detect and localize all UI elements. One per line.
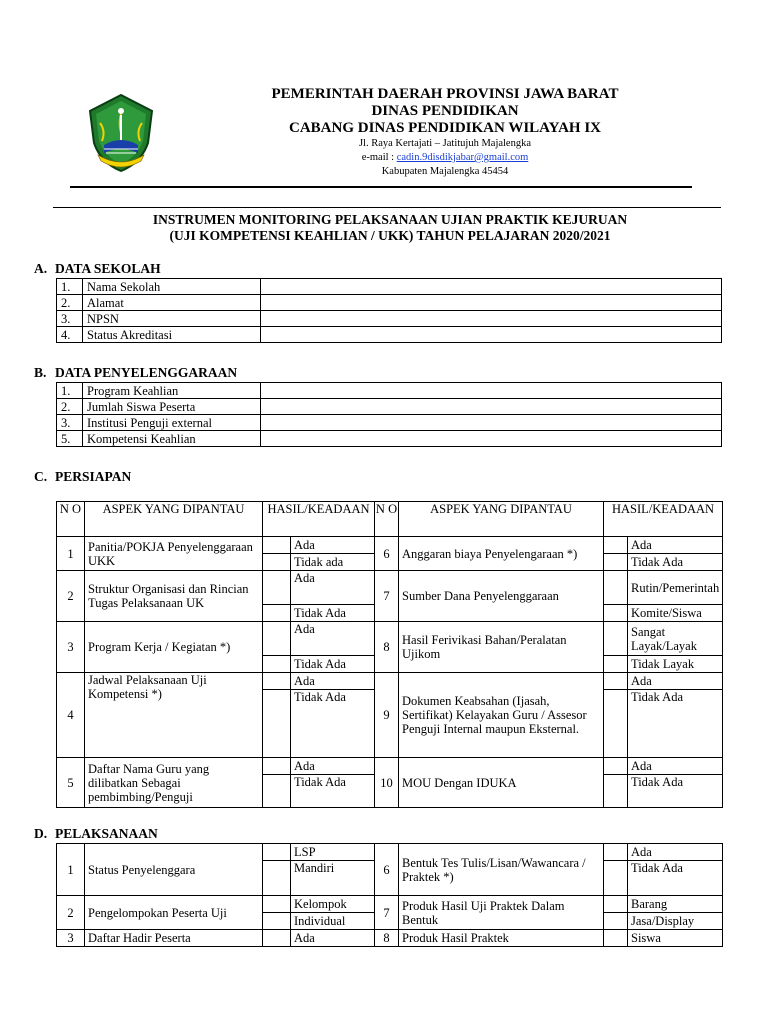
header-line-3: CABANG DINAS PENDIDIKAN WILAYAH IX — [288, 120, 601, 136]
table-row: 2. Jumlah Siswa Peserta — [57, 399, 722, 415]
check-cell[interactable] — [263, 775, 291, 808]
header-city: Kabupaten Majalengka 45454 — [381, 166, 509, 177]
header-email-line — [190, 151, 700, 165]
email-link[interactable]: cadin.9disdikjabar@gmail.com — [396, 152, 529, 163]
check-cell[interactable] — [263, 861, 291, 896]
section-b-table — [56, 382, 722, 447]
check-cell[interactable] — [263, 622, 291, 656]
table-row: Tidak Ada Tidak Ada — [57, 690, 723, 758]
table-row: 1. Nama Sekolah — [57, 279, 722, 295]
section-a-table — [56, 278, 722, 343]
table-header-row: N O ASPEK YANG DIPANTAU HASIL/KEADAAN N O ASPEK YANG DIPANTAU HASIL/KEADAAN — [57, 502, 723, 537]
check-cell[interactable] — [604, 930, 628, 947]
check-cell[interactable] — [263, 554, 291, 571]
check-cell[interactable] — [263, 913, 291, 930]
input-cell[interactable] — [261, 383, 722, 399]
table-row: Tidak Ada Tidak Layak — [57, 656, 723, 673]
input-cell[interactable] — [261, 279, 722, 295]
header-line-1: PEMERINTAH DAERAH PROVINSI JAWA BARAT — [271, 86, 619, 102]
check-cell[interactable] — [604, 775, 628, 808]
check-cell[interactable] — [604, 844, 628, 861]
logo-jawa-barat-emblem — [86, 93, 156, 173]
input-cell[interactable] — [261, 295, 722, 311]
check-cell[interactable] — [604, 537, 628, 554]
table-row: 1. Program Keahlian — [57, 383, 722, 399]
title-line-1: INSTRUMEN MONITORING PELAKSANAAN UJIAN PRAKTIK KEJURUAN — [152, 212, 628, 227]
table-row: 2 Struktur Organisasi dan Rincian Tugas Pelaksanaan UK Ada 7 Sumber Dana Penyelenggaraan Rutin/Pemerintah — [57, 571, 723, 605]
table-row: 1 Panitia/POKJA Penyelenggaraan UKK Ada 6 Anggaran biaya Penyelengaraan *) Ada — [57, 537, 723, 554]
table-row: 4 Jadwal Pelaksanaan Uji Kompetensi *) Ada 9 Dokumen Keabsahan (Ijasah, Sertifikat) Kelayakan Guru / Assesor Penguji Internal maupun Eksternal. Ada — [57, 673, 723, 690]
table-row: Mandiri Tidak Ada — [57, 861, 723, 896]
section-c-heading: C. PERSIAPAN — [34, 469, 132, 484]
table-row: 4. Status Akreditasi — [57, 327, 722, 343]
section-d-table — [56, 843, 723, 947]
email-label: e-mail : — [361, 152, 397, 163]
input-cell[interactable] — [261, 431, 722, 447]
input-cell[interactable] — [261, 415, 722, 431]
section-a-heading: A. DATA SEKOLAH — [34, 261, 161, 276]
table-row: 2 Pengelompokan Peserta Uji Kelompok 7 Produk Hasil Uji Praktek Dalam Bentuk Barang — [57, 896, 723, 913]
input-cell[interactable] — [261, 327, 722, 343]
check-cell[interactable] — [263, 605, 291, 622]
table-row: 3. Institusi Penguji external — [57, 415, 722, 431]
check-cell[interactable] — [263, 844, 291, 861]
check-cell[interactable] — [263, 690, 291, 758]
table-row: 5. Kompetensi Keahlian — [57, 431, 722, 447]
title-rule — [53, 207, 721, 208]
table-row: Tidak Ada Komite/Siswa — [57, 605, 723, 622]
check-cell[interactable] — [263, 656, 291, 673]
table-row: Tidak ada Tidak Ada — [57, 554, 723, 571]
check-cell[interactable] — [604, 622, 628, 656]
check-cell[interactable] — [604, 690, 628, 758]
header-line-2: DINAS PENDIDIKAN — [371, 103, 519, 119]
title-line-2: (UJI KOMPETENSI KEAHLIAN / UKK) TAHUN PELAJARAN 2020/2021 — [169, 228, 611, 243]
check-cell[interactable] — [263, 930, 291, 947]
check-cell[interactable] — [604, 896, 628, 913]
check-cell[interactable] — [604, 571, 628, 605]
table-row: 3 Program Kerja / Kegiatan *) Ada 8 Hasil Ferivikasi Bahan/Peralatan Ujikom Sangat Layak/Layak — [57, 622, 723, 656]
header-address: Jl. Raya Kertajati – Jatitujuh Majalengka — [358, 138, 532, 149]
check-cell[interactable] — [604, 554, 628, 571]
section-c-table — [56, 501, 723, 808]
section-d-heading: D. PELAKSANAAN — [34, 826, 158, 841]
table-row: 5 Daftar Nama Guru yang dilibatkan Sebagai pembimbing/Penguji Ada 10 MOU Dengan IDUKA Ada — [57, 758, 723, 775]
table-row: 3 Daftar Hadir Peserta Ada 8 Produk Hasil Praktek Siswa — [57, 930, 723, 947]
check-cell[interactable] — [604, 656, 628, 673]
check-cell[interactable] — [263, 673, 291, 690]
input-cell[interactable] — [261, 311, 722, 327]
check-cell[interactable] — [263, 758, 291, 775]
check-cell[interactable] — [263, 896, 291, 913]
check-cell[interactable] — [604, 861, 628, 896]
check-cell[interactable] — [604, 913, 628, 930]
table-row: 1 Status Penyelenggara LSP 6 Bentuk Tes Tulis/Lisan/Wawancara / Praktek *) Ada — [57, 844, 723, 861]
check-cell[interactable] — [604, 758, 628, 775]
check-cell[interactable] — [263, 571, 291, 605]
check-cell[interactable] — [604, 605, 628, 622]
section-b-heading: B. DATA PENYELENGGARAAN — [34, 365, 238, 380]
table-row: Tidak Ada Tidak Ada — [57, 775, 723, 808]
table-row: Individual Jasa/Display — [57, 913, 723, 930]
table-row: 3. NPSN — [57, 311, 722, 327]
check-cell[interactable] — [263, 537, 291, 554]
table-row: 2. Alamat — [57, 295, 722, 311]
input-cell[interactable] — [261, 399, 722, 415]
check-cell[interactable] — [604, 673, 628, 690]
header-rule — [70, 186, 692, 188]
